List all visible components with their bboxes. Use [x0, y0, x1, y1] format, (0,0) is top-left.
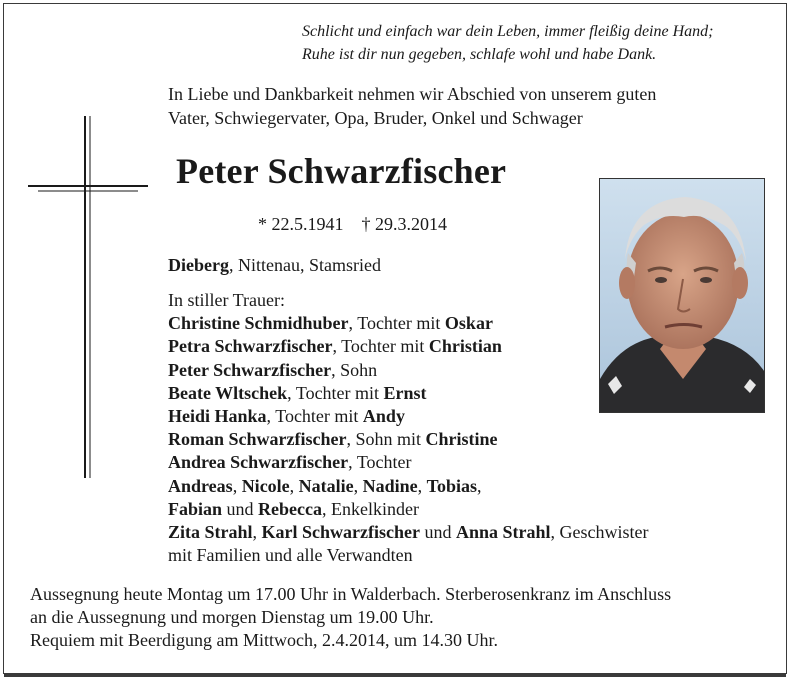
mourner-name: Peter Schwarzfischer [168, 359, 332, 380]
mourner-relation: , Tochter mit [287, 382, 384, 403]
deceased-name: Peter Schwarzfischer [176, 151, 507, 191]
mourner-name: Fabian [168, 498, 223, 519]
mourner-line [168, 405, 649, 428]
mourner-relation: mit Familien und alle Verwandten [168, 545, 413, 566]
mourner-relation: , Tochter mit [348, 313, 445, 334]
poem-line-1: Schlicht und einfach war dein Leben, immer fleißig deine Hand; [302, 23, 714, 40]
mourner-name: Heidi Hanka [168, 406, 267, 427]
mourner-relation: , Sohn mit [346, 429, 426, 450]
mourner-relation: , Tochter mit [266, 406, 363, 427]
mourner-relation: , [417, 475, 427, 496]
mourner-name: Beate Wltschek [168, 382, 288, 403]
poem-line-2: Ruhe ist dir nun gegeben, schlafe wohl und habe Dank. [302, 46, 657, 63]
mourner-line [168, 312, 649, 335]
mourner-name: Andy [362, 406, 405, 427]
intro-line-2: Vater, Schwiegervater, Opa, Bruder, Onkel und Schwager [168, 108, 583, 128]
mourner-name: Natalie [298, 475, 354, 496]
mourner-name: Nicole [241, 475, 290, 496]
place-main: Dieberg [168, 255, 229, 275]
mourner-name: Nadine [362, 475, 418, 496]
place-rest: , Nittenau, Stamsried [228, 255, 381, 275]
mourner-relation: , Tochter [348, 452, 412, 473]
mourner-name: Ernst [383, 382, 427, 403]
mourner-relation: , [477, 475, 482, 496]
place-line [168, 255, 381, 276]
mourner-name: Andrea Schwarzfischer [168, 452, 349, 473]
service-details [30, 583, 671, 652]
cross-icon [28, 116, 148, 478]
mourner-line [168, 498, 649, 521]
mourner-line [168, 335, 649, 358]
mourner-line [168, 544, 649, 567]
mourner-relation: , [289, 475, 299, 496]
mourner-name: Rebecca [258, 498, 322, 519]
mourner-name: Christian [428, 336, 502, 357]
mourner-relation: , [353, 475, 363, 496]
mourner-line [168, 521, 649, 544]
mourner-relation: , Enkelkinder [322, 498, 419, 519]
mourner-line [168, 359, 649, 382]
life-dates [258, 214, 447, 235]
mourner-name: Roman Schwarzfischer [168, 429, 347, 450]
service-line-2: an die Aussegnung und morgen Dienstag um 19.00 Uhr. [30, 607, 434, 627]
mourner-relation: , Tochter mit [332, 336, 429, 357]
mourner-line [168, 451, 649, 474]
service-line-3: Requiem mit Beerdigung am Mittwoch, 2.4.2014, um 14.30 Uhr. [30, 630, 498, 650]
mourner-relation: , [232, 475, 242, 496]
mourner-name: Zita Strahl [168, 522, 253, 543]
mourner-relation: und [222, 498, 259, 519]
portrait-image [600, 179, 765, 413]
obituary-notice [3, 3, 787, 674]
intro-text [168, 82, 656, 130]
mourners-heading: In stiller Trauer: [168, 290, 285, 310]
mourner-relation: , [252, 522, 262, 543]
mourner-name: Christine [425, 429, 498, 450]
poem [302, 20, 713, 66]
birth-date: * 22.5.1941 [258, 214, 344, 234]
mourner-name: Christine Schmidhuber [168, 313, 349, 334]
mourner-line [168, 428, 649, 451]
service-line-1: Aussegnung heute Montag um 17.00 Uhr in Walderbach. Sterberosenkranz im Anschluss [30, 584, 672, 604]
mourner-name: Karl Schwarzfischer [261, 522, 420, 543]
mourner-relation: , Geschwister [550, 522, 649, 543]
mourner-relation: und [419, 522, 456, 543]
mourner-name: Tobias [426, 475, 478, 496]
mourner-line [168, 475, 649, 498]
mourner-name: Andreas [168, 475, 233, 496]
mourner-line [168, 382, 649, 405]
mourner-name: Oskar [444, 313, 493, 334]
mourners-list [168, 289, 649, 567]
portrait-photo [599, 178, 765, 413]
mourner-relation: , Sohn [331, 359, 378, 380]
intro-line-1: In Liebe und Dankbarkeit nehmen wir Abschied von unserem guten [168, 84, 657, 104]
death-date: † 29.3.2014 [361, 214, 447, 234]
mourner-name: Anna Strahl [455, 522, 551, 543]
mourner-name: Petra Schwarzfischer [168, 336, 333, 357]
